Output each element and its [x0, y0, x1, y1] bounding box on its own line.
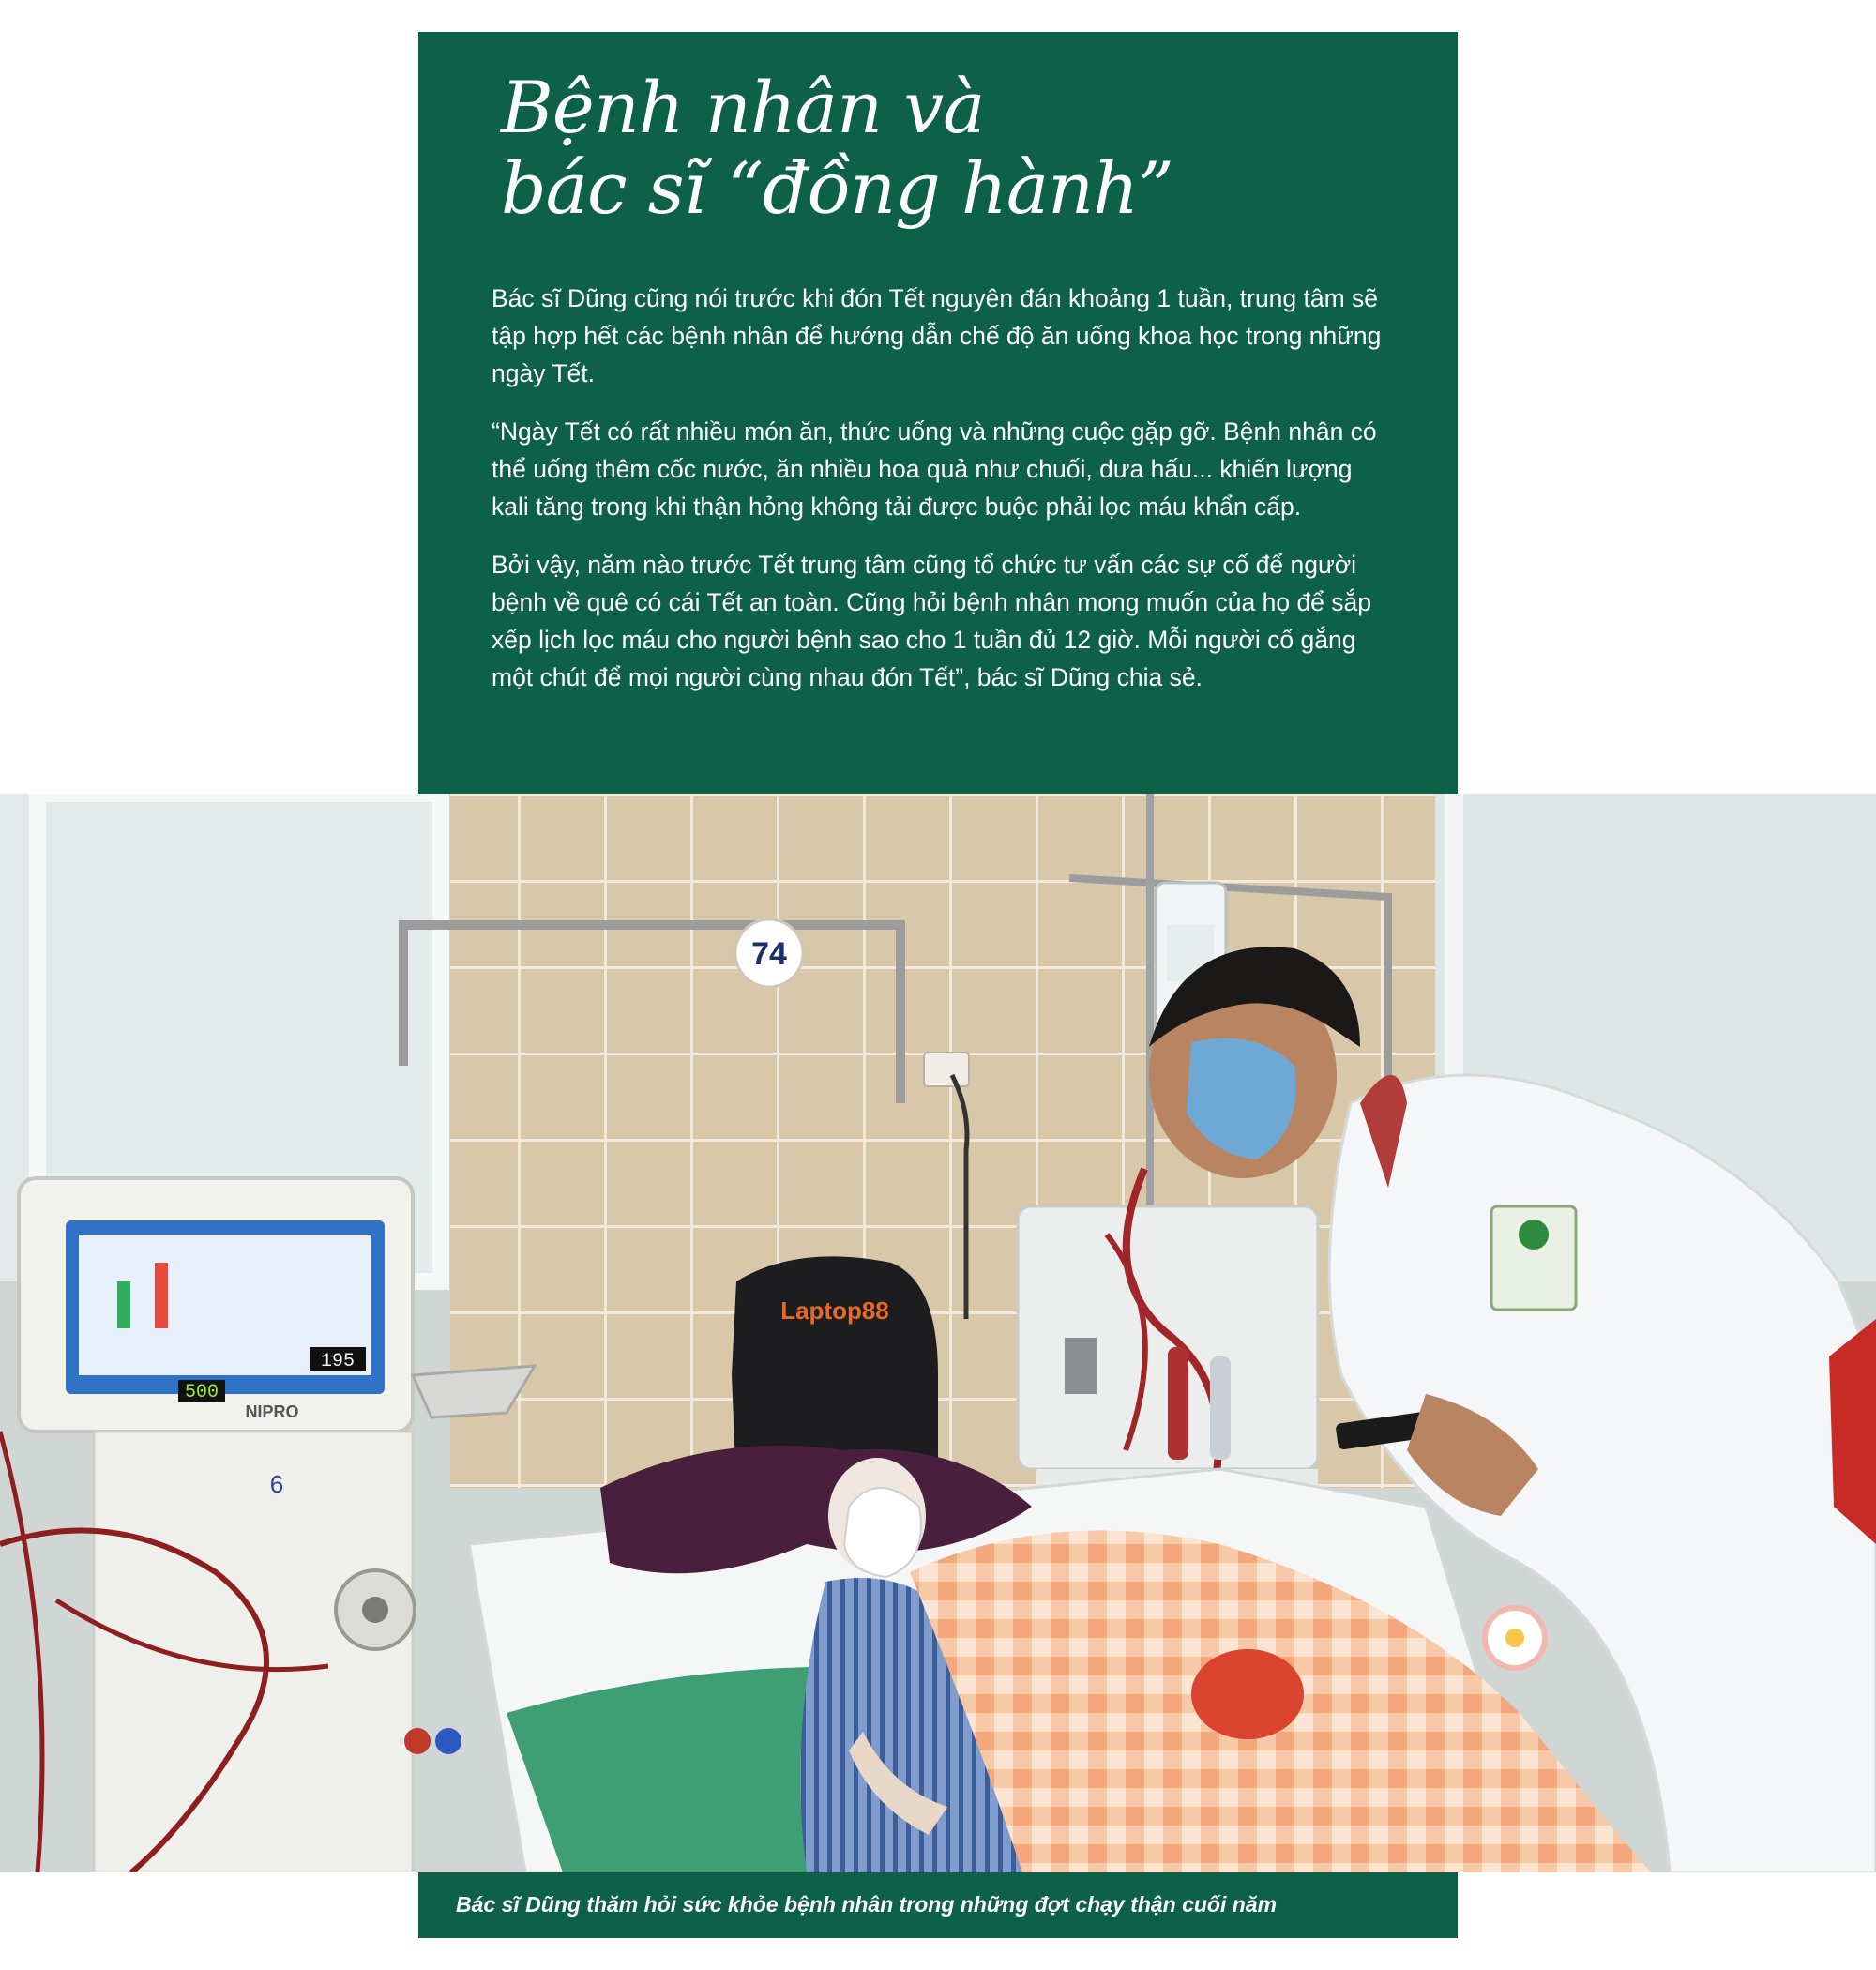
machine-number: 6 — [269, 1470, 284, 1498]
machine-brand-label: NIPRO — [245, 1402, 299, 1421]
bed-number: 74 — [751, 936, 787, 972]
paragraph-3: Bởi vậy, năm nào trước Tết trung tâm cũng tổ chức tư vấn các sự cố để người bệnh về quê có cái Tết an toàn. Cũng hỏi bệnh nhân mong muốn của họ để sắp xếp lịch lọc máu cho người bệnh sao cho 1 tuần đủ 12 giờ. Mỗi người cố gắng một chút để mọi người cùng nhau đón Tết”, bác sĩ Dũng chia sẻ. — [492, 551, 1372, 691]
paragraph-2: “Ngày Tết có rất nhiều món ăn, thức uống và những cuộc gặp gỡ. Bệnh nhân có thể uống thêm cốc nước, ăn nhiều hoa quả như chuối, dưa hấu... khiến lượng kali tăng trong khi thận hỏng không tải được buộc phải lọc máu khẩn cấp. — [492, 417, 1377, 521]
photo-caption: Bác sĩ Dũng thăm hỏi sức khỏe bệnh nhân trong những đợt chạy thận cuối năm — [456, 1892, 1278, 1917]
article-body — [492, 280, 1392, 717]
article-headline — [501, 68, 1383, 229]
screen-value-2: 195 — [320, 1351, 356, 1372]
headline-line-1: Bệnh nhân và — [501, 66, 985, 149]
screen-value-1: 500 — [184, 1382, 219, 1403]
paragraph-1: Bác sĩ Dũng cũng nói trước khi đón Tết nguyên đán khoảng 1 tuần, trung tâm sẽ tập hợp hết các bệnh nhân để hướng dẫn chế độ ăn uống khoa học trong những ngày Tết. — [492, 284, 1382, 387]
backpack-brand: Laptop88 — [780, 1296, 889, 1325]
dialysis-room-photo — [0, 794, 1876, 1872]
headline-line-2: bác sĩ “đồng hành” — [501, 146, 1173, 230]
